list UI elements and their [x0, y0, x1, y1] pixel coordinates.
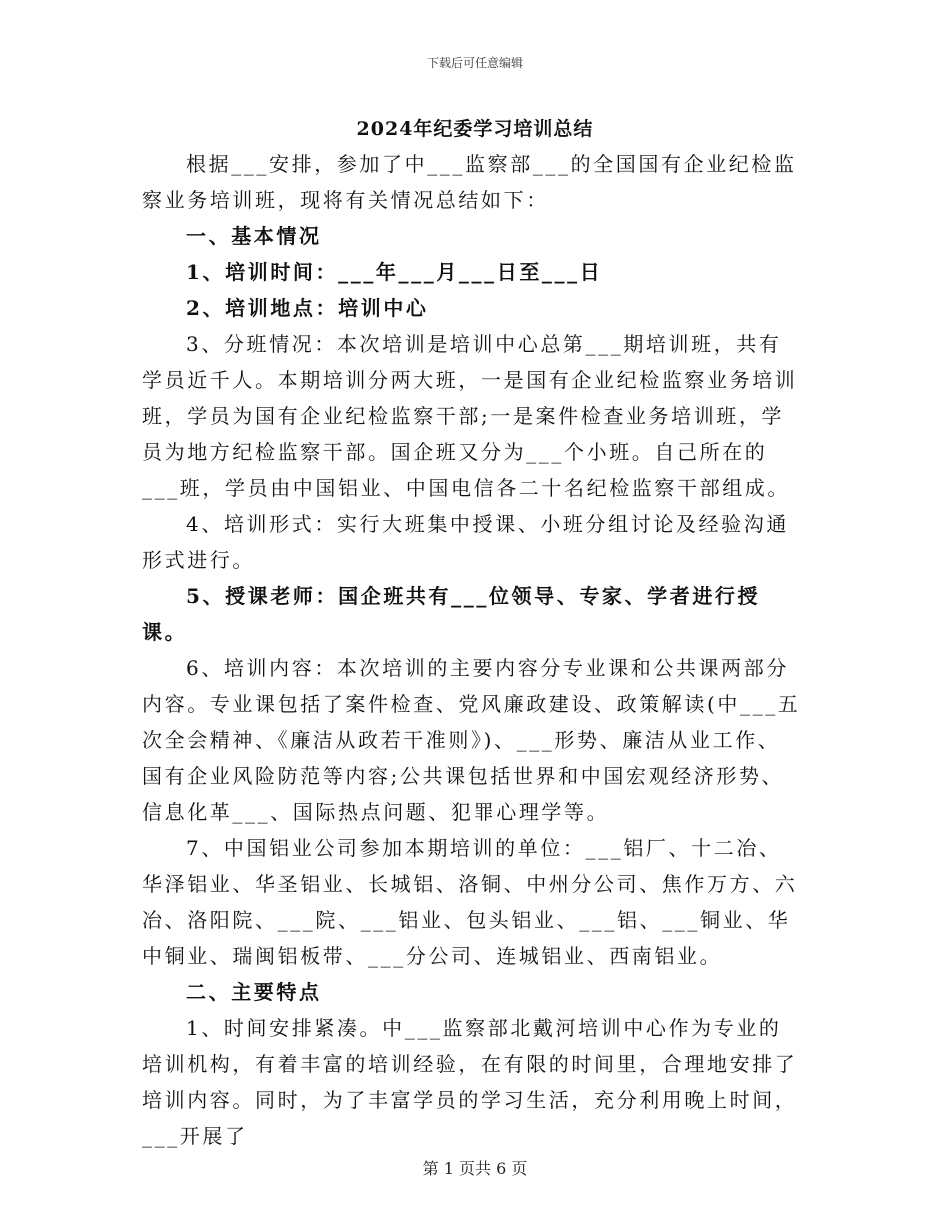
- feature-schedule: 1、时间安排紧凑。中___监察部北戴河培训中心作为专业的培训机构，有着丰富的培训经验，在有限的时间里，合理地安排了培训内容。同时，为了丰富学员的学习生活，充分利用晚上时间，___开展了: [142, 1016, 798, 1148]
- training-location: 2、培训地点：培训中心: [186, 296, 429, 320]
- document-body: [142, 146, 802, 1154]
- lecturers: 5、授课老师：国企班共有___位领导、专家、学者进行授课。: [142, 584, 761, 644]
- participating-units: 7、中国铝业公司参加本期培训的单位：___铝厂、十二冶、华泽铝业、华圣铝业、长城铝、洛铜、中州分公司、焦作万方、六冶、洛阳院、___院、___铝业、包头铝业、___铝、___铜业、华中铜业、瑞闽铝板带、___分公司、连城铝业、西南铝业。: [142, 836, 798, 968]
- header-note: 下载后可任意编辑: [426, 56, 523, 70]
- section-heading-basic: 一、基本情况: [186, 224, 322, 248]
- training-content: 6、培训内容：本次培训的主要内容分专业课和公共课两部分内容。专业课包括了案件检查、党风廉政建设、政策解读(中___五次全会精神、《廉洁从政若干准则》)、___形势、廉洁从业工作、国有企业风险防范等内容;公共课包括世界和中国宏观经济形势、信息化革___、国际热点问题、犯罪心理学等。: [142, 656, 801, 824]
- training-format: 4、培训形式：实行大班集中授课、小班分组讨论及经验沟通形式进行。: [142, 512, 789, 572]
- page-footer: 第 1 页共 6 页: [422, 1159, 528, 1178]
- document-title: 2024年纪委学习培训总结: [356, 118, 594, 140]
- training-time: 1、培训时间：___年___月___日至___日: [186, 260, 603, 284]
- paragraph-intro: 根据___安排，参加了中___监察部___的全国国有企业纪检监察业务培训班，现将有关情况总结如下：: [142, 152, 797, 212]
- section-heading-features: 二、主要特点: [186, 980, 322, 1004]
- class-division: 3、分班情况：本次培训是培训中心总第___期培训班，共有学员近千人。本期培训分两大班，一是国有企业纪检监察业务培训班，学员为国有企业纪检监察干部;一是案件检查业务培训班，学员为地方纪检监察干部。国企班又分为___个小班。自己所在的___班，学员由中国铝业、中国电信各二十名纪检监察干部组成。: [142, 332, 798, 500]
